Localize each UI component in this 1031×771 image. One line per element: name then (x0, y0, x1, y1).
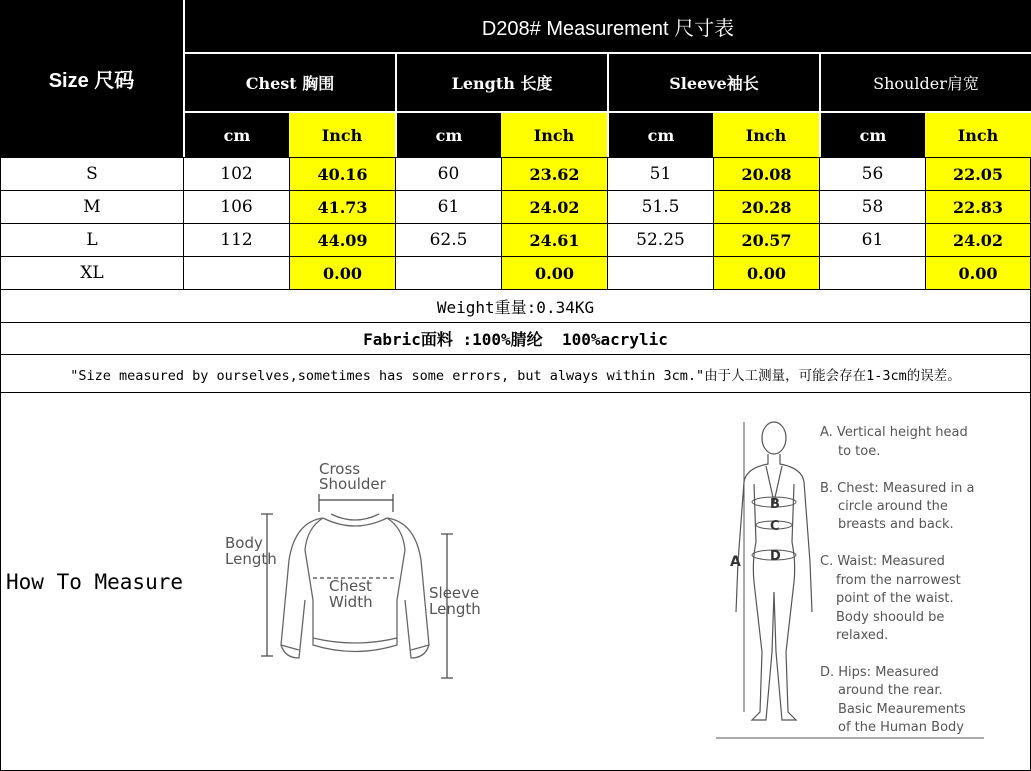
table-cell (183, 157, 290, 191)
unit-label: cm (647, 125, 675, 145)
table-cell (289, 157, 396, 191)
group-sleeve (607, 54, 819, 113)
unit-label: Inch (321, 125, 363, 145)
unit-label: Inch (533, 125, 575, 145)
unit-label: Inch (957, 125, 999, 145)
cell-value: 40.16 (317, 164, 368, 184)
human-figure-icon (736, 422, 812, 720)
group-length-label: Length 长度 (451, 74, 553, 93)
cell-value: 51.5 (641, 197, 680, 217)
note-c-3: point of the waist. (836, 591, 954, 606)
table-row-size (0, 256, 184, 290)
note-b-3: breasts and back. (838, 517, 954, 532)
cell-value: 24.02 (952, 230, 1004, 250)
cell-value: 20.08 (741, 164, 792, 184)
weight-text: Weight重量:0.34KG (436, 297, 595, 317)
note-d-4: of the Human Body (838, 720, 964, 735)
weight-row (0, 289, 1031, 323)
chest-width-label-2: Width (329, 593, 373, 611)
table-cell (925, 223, 1031, 257)
table-cell (607, 157, 714, 191)
table-cell (713, 157, 820, 191)
unit-inch-length (501, 113, 607, 157)
table-cell (713, 256, 820, 290)
letter-d: D (770, 549, 781, 564)
unit-label: cm (435, 125, 463, 145)
cell-value: 106 (220, 197, 253, 217)
cell-value: 22.83 (952, 197, 1004, 217)
body-diagram (716, 412, 1016, 742)
table-cell (183, 190, 290, 224)
sleeve-length-label-1: Sleeve (429, 584, 480, 602)
note-b-2: circle around the (838, 499, 948, 514)
group-shoulder (819, 54, 1031, 113)
note-b-1: B. Chest: Measured in a (820, 481, 975, 496)
size-header (0, 0, 183, 157)
unit-cm-length (395, 113, 501, 157)
unit-inch-chest (289, 113, 395, 157)
table-cell (713, 190, 820, 224)
cell-value: 112 (220, 230, 253, 250)
cell-value: 52.25 (636, 230, 685, 250)
table-cell (607, 256, 714, 290)
size-header-label: Size 尺码 (48, 70, 135, 92)
table-row-size (0, 223, 184, 257)
letter-b: B (770, 497, 780, 512)
note-c-5: relaxed. (836, 628, 889, 643)
note-c-2: from the narrowest (836, 573, 961, 588)
size-cell: M (83, 197, 101, 217)
table-cell (395, 256, 502, 290)
table-cell (501, 256, 608, 290)
cell-value: 61 (437, 197, 460, 217)
sweater-diagram (215, 450, 495, 690)
cell-value: 62.5 (429, 230, 468, 250)
group-sleeve-label: Sleeve袖长 (669, 74, 759, 93)
table-cell (395, 223, 502, 257)
table-title-text: D208# Measurement 尺寸表 (481, 17, 735, 40)
cell-value: 0.00 (323, 263, 362, 283)
letter-a: A (730, 554, 741, 570)
unit-cm-sleeve (607, 113, 713, 157)
table-cell (395, 157, 502, 191)
unit-cm-shoulder (819, 113, 925, 157)
group-chest (183, 54, 395, 113)
cell-value: 24.61 (529, 230, 580, 250)
table-cell (925, 190, 1031, 224)
unit-inch-shoulder (925, 113, 1031, 157)
table-cell (183, 223, 290, 257)
table-cell (925, 157, 1031, 191)
fabric-text: Fabric面料 :100%腈纶 100%acrylic (363, 330, 668, 349)
cell-value: 61 (861, 230, 884, 250)
chest-width-label-1: Chest (329, 577, 372, 595)
table-row-size (0, 157, 184, 191)
cell-value: 22.05 (952, 164, 1004, 184)
cell-value: 0.00 (535, 263, 574, 283)
note-a-1: A. Vertical height head (820, 425, 968, 440)
unit-inch-sleeve (713, 113, 819, 157)
table-row-size (0, 190, 184, 224)
table-cell (501, 190, 608, 224)
unit-label: cm (223, 125, 251, 145)
note-c-4: Body shoould be (836, 610, 945, 625)
cell-value: 20.57 (741, 230, 792, 250)
sleeve-length-label-2: Length (429, 600, 481, 618)
table-title (183, 0, 1031, 54)
cross-shoulder-label-1: Cross (319, 460, 361, 478)
unit-label: cm (859, 125, 887, 145)
note-d-3: Basic Meaurements (838, 702, 966, 717)
size-cell: XL (80, 263, 104, 283)
table-cell (289, 256, 396, 290)
table-cell (183, 256, 290, 290)
cell-value: 44.09 (317, 230, 368, 250)
cell-value: 60 (437, 164, 460, 184)
note-a-2: to toe. (838, 444, 881, 459)
note-d-2: around the rear. (838, 683, 943, 698)
cell-value: 0.00 (747, 263, 786, 283)
table-cell (819, 157, 926, 191)
letter-c: C (770, 519, 780, 534)
how-to-text: How To Measure (6, 570, 184, 594)
cross-shoulder-label-2: Shoulder (319, 475, 386, 493)
table-cell (819, 190, 926, 224)
table-cell (395, 190, 502, 224)
cell-value: 0.00 (958, 263, 998, 283)
size-cell: L (86, 230, 98, 250)
cell-value: 58 (861, 197, 884, 217)
table-cell (289, 223, 396, 257)
table-cell (819, 223, 926, 257)
table-cell (925, 256, 1031, 290)
body-length-label-2: Length (225, 550, 277, 568)
cell-value: 51 (649, 164, 672, 184)
unit-cm-chest (183, 113, 289, 157)
cell-value: 23.62 (529, 164, 580, 184)
group-length (395, 54, 607, 113)
table-cell (819, 256, 926, 290)
how-to-label (6, 570, 183, 594)
fabric-row (0, 322, 1031, 355)
unit-label: Inch (745, 125, 787, 145)
table-cell (607, 190, 714, 224)
table-cell (289, 190, 396, 224)
note-c-1: C. Waist: Measured (820, 554, 945, 569)
cell-value: 20.28 (741, 197, 792, 217)
cell-value: 102 (220, 164, 253, 184)
cell-value: 56 (861, 164, 884, 184)
note-d-1: D. Hips: Measured (820, 665, 939, 680)
group-chest-label: Chest 胸围 (245, 74, 335, 93)
note-row (0, 354, 1031, 393)
cell-value: 24.02 (529, 197, 580, 217)
note-text: "Size measured by ourselves,sometimes has some errors, but always within 3cm."由于人工测量，可能会存在1-3cm的误差。 (70, 367, 961, 384)
size-cell: S (86, 164, 98, 184)
cell-value: 41.73 (317, 197, 368, 217)
body-length-label-1: Body (225, 534, 263, 552)
table-cell (607, 223, 714, 257)
group-shoulder-label: Shoulder肩宽 (873, 74, 979, 93)
table-cell (501, 223, 608, 257)
table-cell (501, 157, 608, 191)
table-cell (713, 223, 820, 257)
